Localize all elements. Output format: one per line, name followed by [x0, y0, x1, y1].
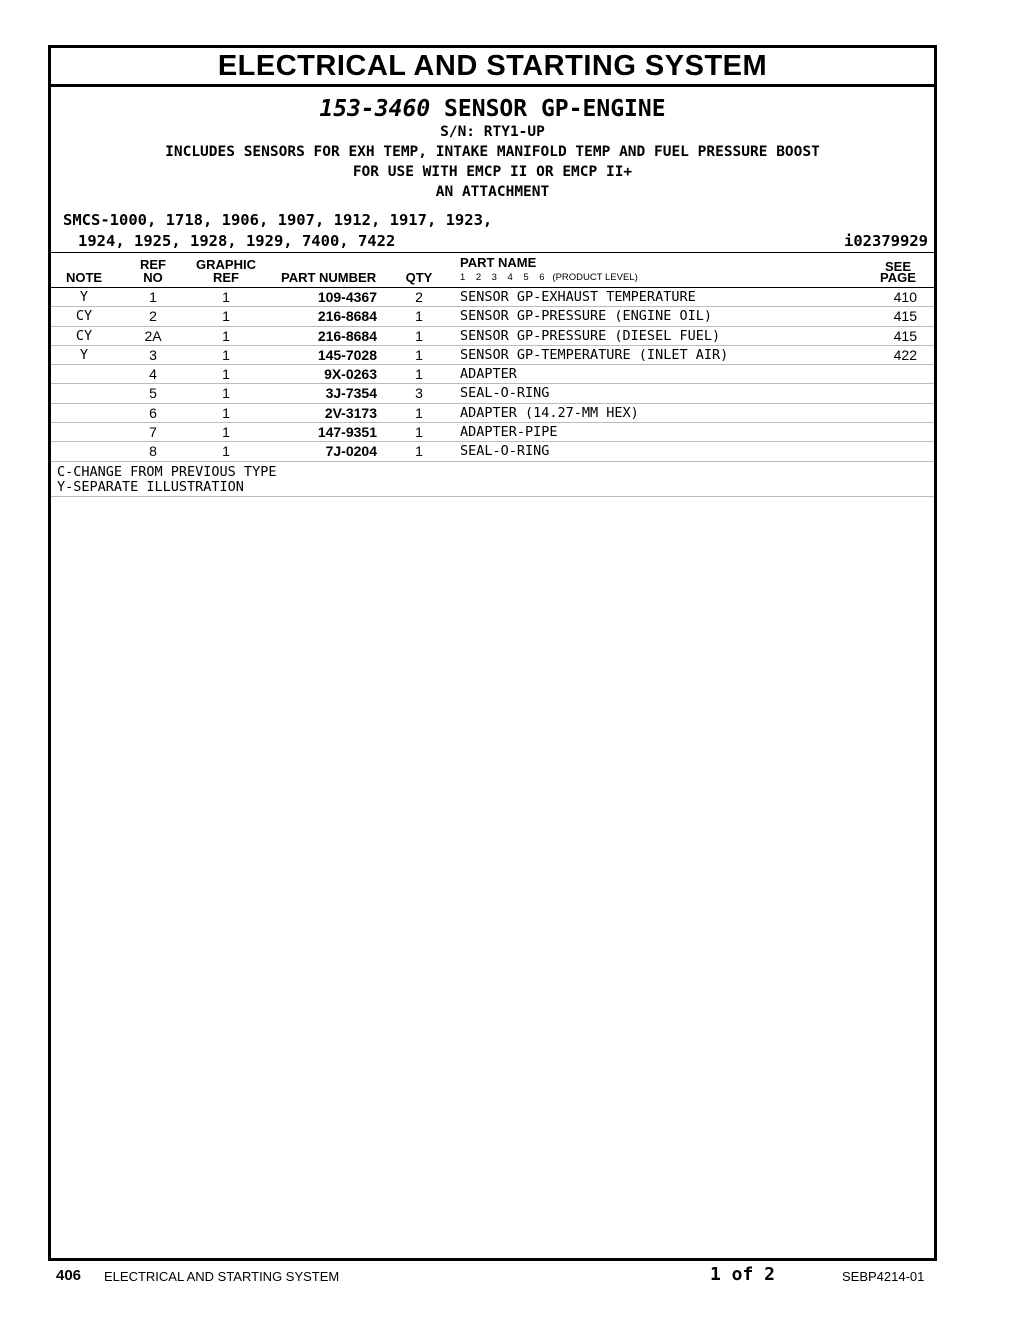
row-graphic-ref: 1 [222, 385, 230, 402]
smcs-line-1: SMCS-1000, 1718, 1906, 1907, 1912, 1917, 1923, [63, 211, 493, 229]
table-row [51, 384, 934, 403]
table-header [51, 253, 934, 287]
row-part-name: SENSOR GP-EXHAUST TEMPERATURE [460, 289, 696, 305]
row-ref-no: 2A [144, 327, 162, 344]
row-part-number[interactable]: 216-8684 [317, 308, 377, 325]
header-graphic-bottom: REF [213, 270, 239, 285]
table-row [51, 288, 934, 307]
header-graphic-top: GRAPHIC [196, 257, 256, 272]
table-row [51, 404, 934, 423]
legend-separate-illustration: Y-SEPARATE ILLUSTRATION [57, 478, 244, 495]
row-part-number[interactable]: 7J-0204 [325, 443, 377, 460]
page-frame [48, 45, 937, 1261]
row-part-number[interactable]: 2V-3173 [324, 404, 377, 421]
row-ref-no: 6 [149, 404, 157, 421]
row-graphic-ref: 1 [222, 289, 230, 305]
footer-sheet: 1 of 2 [710, 1264, 776, 1285]
row-part-number[interactable]: 216-8684 [317, 327, 377, 344]
notes-legend [51, 462, 934, 497]
table-row [51, 423, 934, 442]
table-row [51, 307, 934, 326]
footer-page-number: 406 [56, 1267, 82, 1284]
row-qty: 1 [415, 404, 423, 421]
footer-section: ELECTRICAL AND STARTING SYSTEM [104, 1269, 340, 1284]
row-note: CY [75, 308, 93, 325]
row-part-name: SEAL-O-RING [460, 385, 550, 402]
row-note: CY [75, 327, 93, 344]
header-part-name: PART NAME [460, 255, 537, 270]
table-row [51, 442, 934, 461]
row-graphic-ref: 1 [222, 346, 230, 363]
legend-change: C-CHANGE FROM PREVIOUS TYPE [57, 463, 277, 480]
header-qty: QTY [405, 270, 433, 285]
header-see-top: SEE [884, 259, 911, 274]
row-qty: 1 [415, 424, 423, 441]
header-see-bottom: PAGE [880, 270, 916, 285]
row-ref-no: 5 [149, 385, 157, 402]
row-part-number[interactable]: 109-4367 [317, 289, 377, 305]
row-qty: 1 [415, 327, 423, 344]
row-part-name: ADAPTER-PIPE [460, 424, 558, 441]
row-ref-no: 2 [149, 308, 157, 325]
header-ref-top: REF [140, 257, 166, 272]
row-part-name: SENSOR GP-PRESSURE (ENGINE OIL) [460, 308, 712, 325]
row-qty: 1 [415, 366, 423, 383]
row-note: Y [79, 346, 89, 363]
row-see-page[interactable]: 410 [893, 289, 917, 305]
row-qty: 1 [415, 346, 423, 363]
header-ref-bottom: NO [143, 270, 163, 285]
row-ref-no: 4 [149, 366, 157, 383]
row-see-page[interactable]: 415 [893, 327, 917, 344]
row-part-number[interactable]: 145-7028 [317, 346, 377, 363]
row-graphic-ref: 1 [222, 424, 230, 441]
footer-doc-id: SEBP4214-01 [842, 1269, 925, 1284]
table-row [51, 327, 934, 346]
row-graphic-ref: 1 [222, 366, 230, 383]
row-ref-no: 8 [149, 443, 157, 460]
row-qty: 2 [415, 289, 423, 305]
row-see-page[interactable]: 415 [893, 308, 917, 325]
row-part-number[interactable]: 9X-0263 [324, 366, 377, 383]
header-product-levels: 1 2 3 4 5 6 (PRODUCT LEVEL) [460, 272, 638, 283]
row-graphic-ref: 1 [222, 404, 230, 421]
smcs-codes [51, 210, 934, 252]
parts-table-body [51, 288, 934, 462]
row-ref-no: 1 [149, 289, 157, 305]
row-note: Y [79, 289, 89, 305]
header-part-number: PART NUMBER [281, 270, 377, 285]
table-row [51, 346, 934, 365]
illustration-id: i02379929 [844, 232, 928, 250]
row-part-name: SENSOR GP-PRESSURE (DIESEL FUEL) [460, 327, 721, 344]
row-ref-no: 7 [149, 424, 157, 441]
row-part-name: SEAL-O-RING [460, 443, 550, 460]
group-note-2: FOR USE WITH EMCP II OR EMCP II+ [352, 164, 633, 180]
section-title: ELECTRICAL AND STARTING SYSTEM [51, 48, 934, 87]
row-qty: 1 [415, 308, 423, 325]
group-name: SENSOR GP-ENGINE [444, 96, 666, 122]
row-part-number[interactable]: 3J-7354 [325, 385, 377, 402]
group-title [51, 96, 934, 122]
serial-number: S/N: RTY1-UP [440, 124, 545, 140]
group-note-3: AN ATTACHMENT [435, 184, 550, 200]
row-ref-no: 3 [149, 346, 157, 363]
row-graphic-ref: 1 [222, 327, 230, 344]
group-number: 153-3460 [319, 96, 431, 122]
header-note: NOTE [65, 270, 103, 285]
smcs-line-2: 1924, 1925, 1928, 1929, 7400, 7422 [78, 232, 396, 250]
row-part-name: ADAPTER (14.27-MM HEX) [460, 404, 639, 421]
page-footer [0, 1264, 1020, 1288]
group-note-1: INCLUDES SENSORS FOR EXH TEMP, INTAKE MANIFOLD TEMP AND FUEL PRESSURE BOOST [165, 144, 820, 160]
row-see-page[interactable]: 422 [893, 346, 917, 363]
row-qty: 1 [415, 443, 423, 460]
row-part-number[interactable]: 147-9351 [317, 424, 377, 441]
row-graphic-ref: 1 [222, 443, 230, 460]
row-qty: 3 [415, 385, 423, 402]
row-part-name: SENSOR GP-TEMPERATURE (INLET AIR) [460, 346, 729, 363]
row-part-name: ADAPTER [460, 366, 517, 383]
row-graphic-ref: 1 [222, 308, 230, 325]
table-row [51, 365, 934, 384]
